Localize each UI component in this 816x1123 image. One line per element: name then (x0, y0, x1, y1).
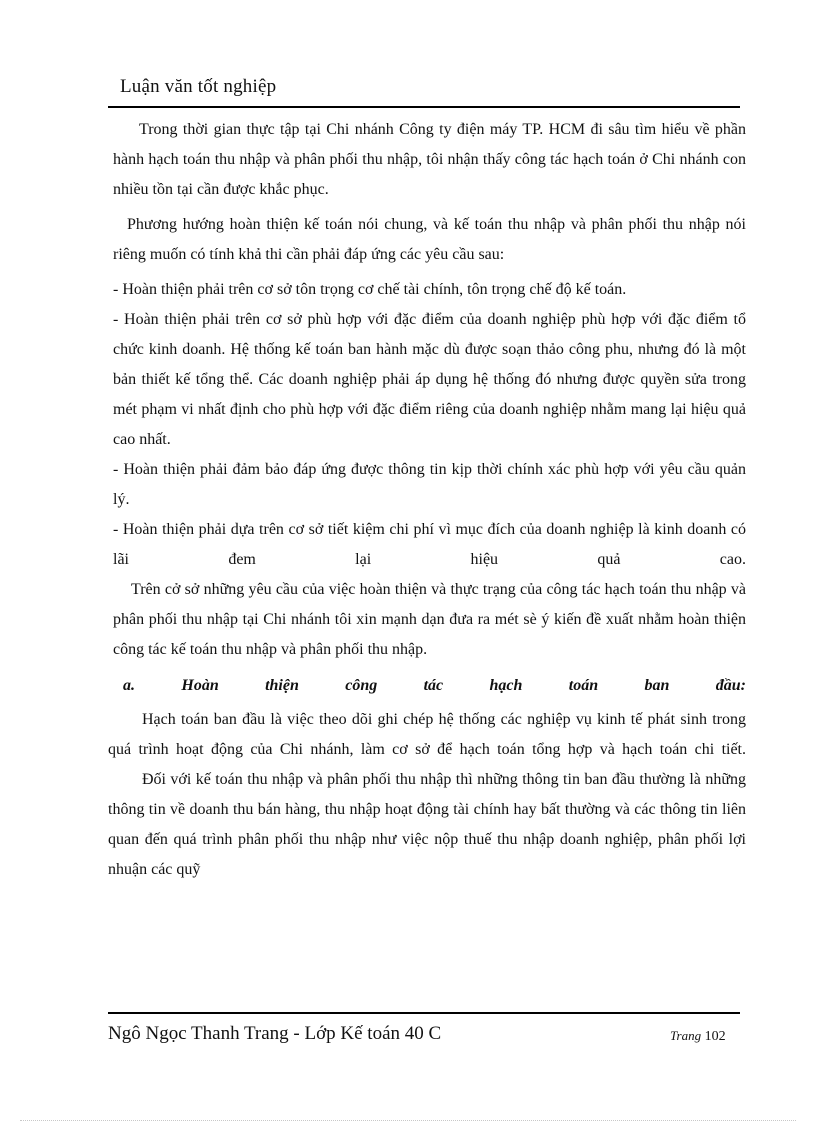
page-edge-divider (20, 1120, 796, 1121)
page-number (670, 1028, 726, 1045)
paragraph-initial-accounting-definition: Hạch toán ban đầu là việc theo dõi ghi chép hệ thống các nghiệp vụ kinh tế phát sinh trong quá trình hoạt động của Chi nhánh, làm cơ sở để hạch toán tổng hợp và hạch toán chi tiết. (108, 711, 746, 758)
running-header-title: Luận văn tốt nghiệp (120, 76, 277, 97)
page-number-value: 102 (704, 1029, 726, 1044)
bullet-timely-information: - Hoàn thiện phải đảm bảo đáp ứng được thông tin kịp thời chính xác phù hợp với yêu cầu quản lý. (113, 461, 746, 508)
paragraph-improvement-direction: Phương hướng hoàn thiện kế toán nói chung, và kế toán thu nhập và phân phối thu nhập nói riêng muốn có tính khả thi cần phải đáp ứng các yêu cầu sau: (113, 216, 746, 263)
bullet-financial-regime: - Hoàn thiện phải trên cơ sở tôn trọng cơ chế tài chính, tôn trọng chế độ kế toán. (113, 281, 627, 298)
page-label: Trang (670, 1028, 702, 1043)
bullet-business-characteristics: - Hoàn thiện phải trên cơ sở phù hợp với đặc điểm của doanh nghiệp phù hợp với đặc điểm tổ chức kinh doanh. Hệ thống kế toán ban hành mặc dù được soạn thảo công phu, nhưng đó là một bản thiết kế tổng thể. Các doanh nghiệp phải áp dụng hệ thống đó nhưng được quyền sửa trong mét phạm vi nhất định cho phù hợp với đặc điểm riêng của doanh nghiệp nhằm mang lại hiệu quả cao nhất. (113, 311, 746, 448)
paragraph-proposals-intro: Trên cở sở những yêu cầu của việc hoàn thiện và thực trạng của công tác hạch toán thu nhập và phân phối thu nhập tại Chi nhánh tôi xin mạnh dạn đưa ra mét sè ý kiến đề xuất nhằm hoàn thiện công tác kế toán thu nhập và phân phối thu nhập. (113, 581, 746, 658)
document-body (108, 115, 746, 885)
header-rule (108, 106, 740, 108)
section-heading-initial-accounting: a. Hoàn thiện công tác hạch toán ban đầu: (123, 677, 746, 694)
bullet-cost-saving: - Hoàn thiện phải dựa trên cơ sở tiết kiệm chi phí vì mục đích của doanh nghiệp là kinh doanh có lãi đem lại hiệu quả cao. (113, 521, 746, 568)
footer-author: Ngô Ngọc Thanh Trang - Lớp Kế toán 40 C (108, 1023, 442, 1044)
paragraph-internship-observation: Trong thời gian thực tập tại Chi nhánh Công ty điện máy TP. HCM đi sâu tìm hiểu về phần hành hạch toán thu nhập và phân phối thu nhập, tôi nhận thấy công tác hạch toán ở Chi nhánh con nhiều tồn tại cần được khắc phục. (113, 121, 746, 198)
footer-rule (108, 1012, 740, 1014)
paragraph-initial-information: Đối với kế toán thu nhập và phân phối thu nhập thì những thông tin ban đầu thường là những thông tin về doanh thu bán hàng, thu nhập hoạt động tài chính hay bất thường và các thông tin liên quan đến quá trình phân phối thu nhập như việc nộp thuế thu nhập doanh nghiệp, phân phối lợi nhuận các quỹ (108, 771, 746, 878)
